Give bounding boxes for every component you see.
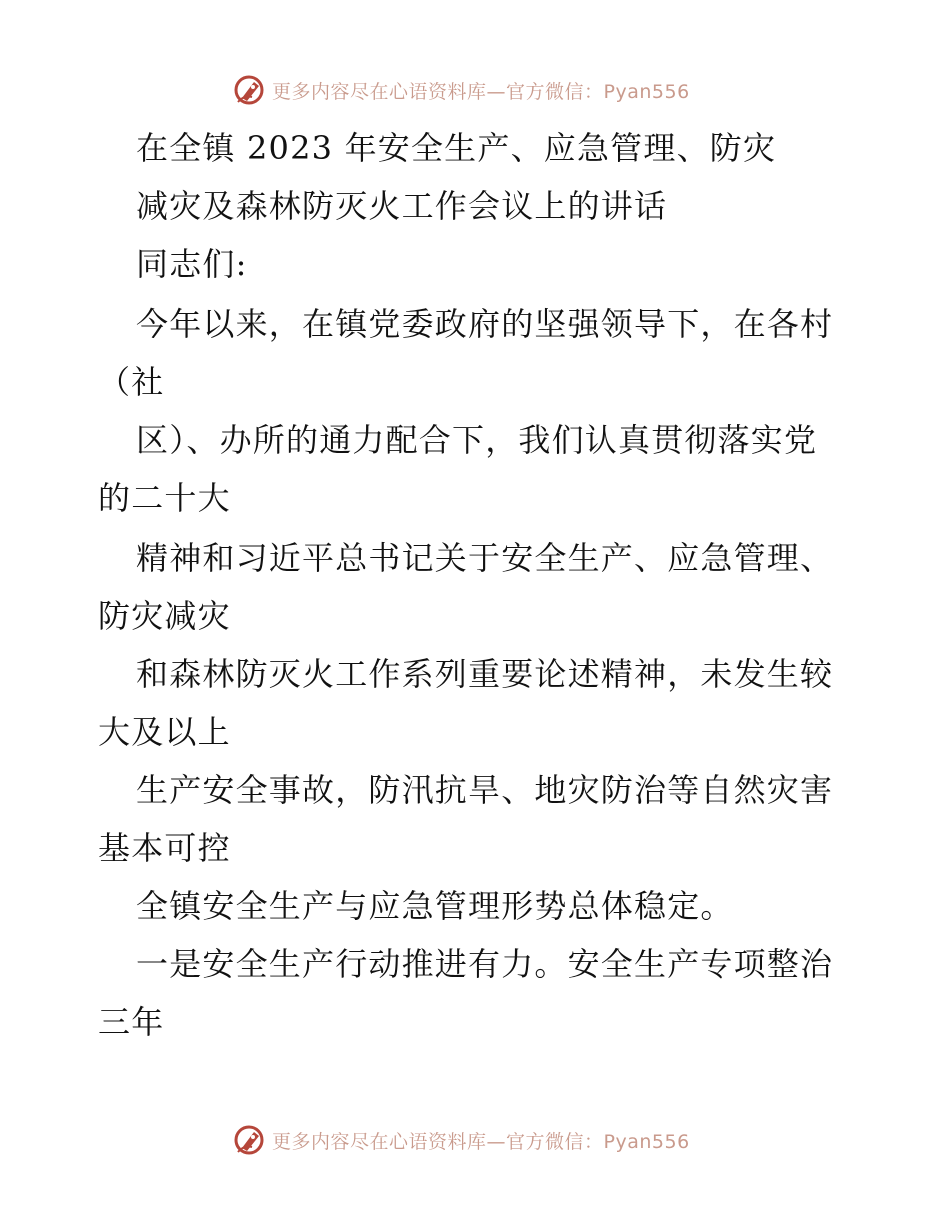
paragraph-line: 防灾减灾 (98, 597, 231, 635)
paragraph-line: 的二十大 (98, 479, 231, 517)
paragraph-line: 生产安全事故，防汛抗旱、地灾防治等自然灾害 (136, 771, 834, 809)
paragraph-line: 大及以上 (98, 713, 231, 751)
header-watermark (232, 72, 690, 108)
paragraph-line: 全镇安全生产与应急管理形势总体稳定。 (136, 887, 734, 925)
paragraph-line: 三年 (98, 1003, 165, 1041)
paragraph-line: 区）、办所的通力配合下，我们认真贯彻落实党 (136, 421, 818, 459)
paragraph-line: 一是安全生产行动推进有力。安全生产专项整治 (136, 945, 834, 983)
salutation: 同志们: (136, 245, 248, 283)
pen-nib-logo-icon (232, 1123, 266, 1157)
footer-watermark (232, 1122, 690, 1158)
paragraph-line: 基本可控 (98, 829, 231, 867)
paragraph-line: 今年以来，在镇党委政府的坚强领导下，在各村 (136, 305, 834, 343)
document-title-line-2: 减灾及森林防灭火工作会议上的讲话 (136, 187, 668, 225)
watermark-text: 更多内容尽在心语资料库—官方微信：Pyan556 (272, 80, 690, 103)
watermark-text: 更多内容尽在心语资料库—官方微信：Pyan556 (272, 1130, 690, 1153)
pen-nib-logo-icon (232, 73, 266, 107)
paragraph-line: （社 (98, 363, 165, 401)
paragraph-line: 和森林防灭火工作系列重要论述精神，未发生较 (136, 655, 834, 693)
paragraph-line: 精神和习近平总书记关于安全生产、应急管理、 (136, 539, 834, 577)
document-title-line-1: 在全镇 2023 年安全生产、应急管理、防灾 (136, 129, 777, 167)
